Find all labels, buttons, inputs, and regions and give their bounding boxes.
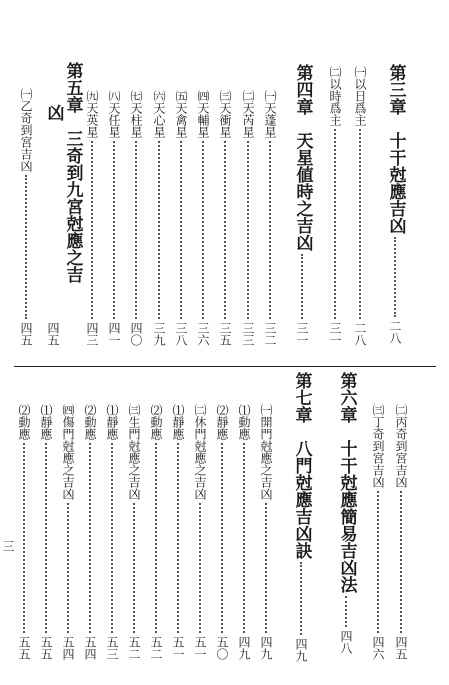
toc-entry-page: 三六: [196, 322, 210, 346]
toc-entry-title: ⑴動應: [237, 404, 251, 440]
leader-dots: [113, 141, 115, 319]
toc-entry-title: 第六章 十干尅應簡易吉凶法: [336, 372, 357, 593]
toc-entry: [106, 90, 122, 346]
leader-dots: [155, 443, 157, 633]
toc-entry: [38, 404, 54, 660]
toc-entry: [258, 404, 274, 660]
leader-dots: [221, 443, 223, 633]
toc-entry-title: ㈠天蓬星: [263, 90, 277, 138]
leader-dots: [202, 141, 204, 319]
toc-entry-title: 第四章 天星値時之吉凶: [292, 64, 313, 251]
toc-entry-page: 四九: [237, 636, 251, 660]
toc-entry: [327, 66, 343, 346]
toc-entry-title: ㈤天禽星: [174, 90, 188, 138]
toc-entry-page: 四五: [394, 636, 408, 660]
toc-entry-title: ㈦天柱星: [129, 90, 143, 138]
toc-entry-page: 四一: [107, 322, 121, 346]
toc-entry-title: ⑵靜應: [215, 404, 229, 440]
leader-dots: [199, 503, 201, 633]
toc-entry-title: ⑴靜應: [171, 404, 185, 440]
leader-dots: [23, 443, 25, 633]
leader-dots: [135, 141, 137, 319]
page-number: 三: [1, 540, 15, 552]
toc-entry: [370, 404, 386, 660]
toc-entry: [236, 404, 252, 660]
toc-entry-title: ㈢生門尅應之吉凶: [127, 404, 141, 500]
toc-entry-chapter-6: [334, 372, 358, 654]
toc-entry-page: 三五: [218, 322, 232, 346]
toc-entry-page: 五四: [83, 636, 97, 660]
toc-entry: [240, 90, 256, 346]
leader-dots: [91, 141, 93, 319]
toc-entry-title: ⑵動應: [149, 404, 163, 440]
toc-entry-page: 五五: [17, 636, 31, 660]
toc-entry-page: 五一: [193, 636, 207, 660]
toc-entry-page: 三二: [263, 322, 277, 346]
toc-entry: [16, 404, 32, 660]
toc-entry-chapter-7: [289, 372, 313, 662]
leader-dots: [377, 491, 379, 633]
toc-entry-title: ㈡丙奇到宮吉凶: [394, 404, 408, 488]
toc-entry-title: ㈢天衝星: [218, 90, 232, 138]
leader-dots: [67, 503, 69, 633]
leader-dots: [180, 141, 182, 319]
toc-entry: [126, 404, 142, 660]
toc-entry-title: 凶: [43, 104, 64, 121]
toc-entry: [393, 404, 409, 660]
toc-entry-title: ㈡休門尅應之吉凶: [193, 404, 207, 500]
toc-entry-page: 四〇: [129, 322, 143, 346]
toc-entry: [214, 404, 230, 660]
toc-entry-title: 第五章 三奇到九宮尅應之吉: [62, 62, 83, 283]
toc-entry: [151, 90, 167, 346]
toc-entry-page: 四八: [339, 630, 353, 654]
toc-entry-page: 三一: [328, 322, 342, 346]
toc-entry-page: 五二: [149, 636, 163, 660]
toc-entry-title: ⑵動應: [17, 404, 31, 440]
toc-entry-title: ㈠以日爲主: [353, 66, 367, 126]
toc-entry-title: ㈨天英星: [85, 90, 99, 138]
leader-dots: [45, 443, 47, 633]
leader-dots: [394, 237, 396, 317]
toc-entry-page: 二八: [353, 322, 367, 346]
toc-entry-page: 五二: [127, 636, 141, 660]
toc-entry-title: ㈠開門尅應之吉凶: [259, 404, 273, 500]
leader-dots: [89, 443, 91, 633]
toc-entry-title: ㈧天任星: [107, 90, 121, 138]
toc-entry: [262, 90, 278, 346]
toc-entry: [352, 66, 368, 346]
leader-dots: [247, 141, 249, 319]
toc-entry-title: 第七章 八門尅應吉凶訣: [291, 372, 312, 559]
leader-dots: [334, 129, 336, 319]
toc-entry: [217, 90, 233, 346]
toc-entry-title: ㈡天芮星: [241, 90, 255, 138]
toc-entry-page: 四五: [46, 322, 60, 346]
toc-entry-page: 四五: [19, 322, 33, 346]
toc-entry: [82, 404, 98, 660]
toc-entry-page: 四九: [294, 638, 308, 662]
leader-dots: [243, 443, 245, 633]
toc-entry-title: ㈠乙奇到宮吉凶: [19, 88, 33, 172]
toc-entry: [192, 404, 208, 660]
toc-entry: [128, 90, 144, 346]
toc-entry-page: 三八: [174, 322, 188, 346]
toc-entry-chapter-5-cont: [42, 104, 64, 346]
toc-entry: [173, 90, 189, 346]
toc-entry-page: 五四: [61, 636, 75, 660]
leader-dots: [345, 596, 347, 627]
leader-dots: [111, 443, 113, 633]
toc-entry-page: 三九: [152, 322, 166, 346]
toc-entry: [104, 404, 120, 660]
toc-entry: [60, 404, 76, 660]
toc-entry-page: 四六: [371, 636, 385, 660]
toc-entry-page: 三三: [241, 322, 255, 346]
toc-entry-page: 五三: [105, 636, 119, 660]
leader-dots: [400, 491, 402, 633]
toc-entry-page: 二八: [388, 320, 402, 344]
toc-entry-page: 四九: [259, 636, 273, 660]
toc-entry: [170, 404, 186, 660]
leader-dots: [158, 141, 160, 319]
toc-entry: [148, 404, 164, 660]
toc-entry-page: 五〇: [215, 636, 229, 660]
toc-entry-title: ㈣傷門尅應之吉凶: [61, 404, 75, 500]
toc-entry-page: 三一: [295, 322, 309, 346]
toc-entry: [18, 88, 34, 346]
toc-entry-title: ⑵動應: [83, 404, 97, 440]
leader-dots: [301, 254, 303, 319]
toc-entry-title: ⑴靜應: [39, 404, 53, 440]
leader-dots: [177, 443, 179, 633]
toc-entry-title: ㈣天輔星: [196, 90, 210, 138]
toc-entry-page: 四三: [85, 322, 99, 346]
leader-dots: [265, 503, 267, 633]
section-divider: [14, 366, 436, 367]
leader-dots: [359, 129, 361, 319]
toc-entry: [84, 90, 100, 346]
toc-entry-title: ㈢丁奇到宮吉凶: [371, 404, 385, 488]
toc-entry-chapter-3: [382, 64, 408, 344]
leader-dots: [25, 175, 27, 319]
toc-entry-title: ㈡以時爲主: [328, 66, 342, 126]
leader-dots: [133, 503, 135, 633]
toc-entry-chapter-4: [290, 64, 314, 346]
toc-entry-page: 五五: [39, 636, 53, 660]
toc-entry-title: ⑴靜應: [105, 404, 119, 440]
toc-entry-title: ㈥天心星: [152, 90, 166, 138]
toc-entry-title: 第三章 十干尅應吉凶: [385, 64, 406, 234]
toc-entry-page: 五一: [171, 636, 185, 660]
leader-dots: [269, 141, 271, 319]
leader-dots: [224, 141, 226, 319]
toc-entry: [195, 90, 211, 346]
leader-dots: [300, 562, 302, 635]
